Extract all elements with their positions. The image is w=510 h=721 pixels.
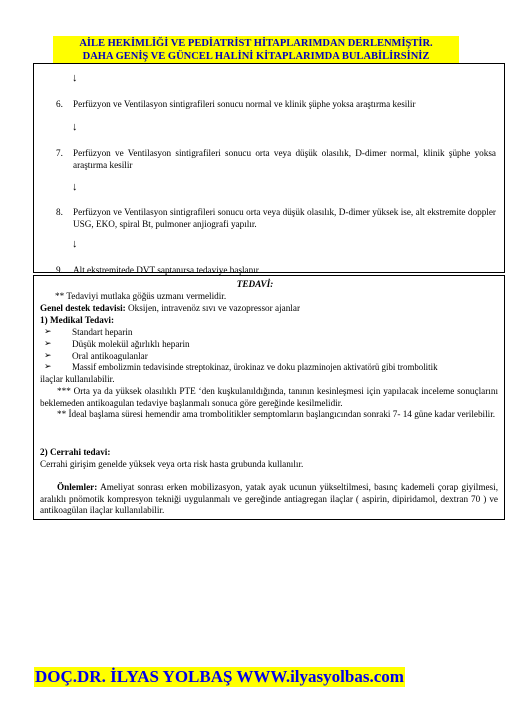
- down-arrow-icon: ↓: [72, 121, 78, 133]
- anticoagulant-note: *** Orta ya da yüksek olasılıklı PTE ‘den kuşkulanıldığında, tanının kesinleşmesi için yapılacak inceleme sonuçlarını beklemeden antikoagulan tedaviye başlanmalı sonuca göre gereğinde kesilmelidir.: [40, 386, 498, 408]
- treatment-title: TEDAVİ:: [236, 279, 274, 289]
- general-support-label: Genel destek tedavisi:: [40, 303, 126, 313]
- header-line-2: DAHA GENİŞ VE GÜNCEL HALİNİ KİTAPLARIMDA BULABİLİRSİNİZ: [82, 51, 430, 62]
- step-number: 8.: [56, 207, 63, 217]
- step-number: 9.: [56, 265, 63, 275]
- down-arrow-icon: ↓: [72, 72, 78, 84]
- prevention-paragraph: [40, 482, 498, 517]
- header-line-1: AİLE HEKİMLİĞİ VE PEDİATRİST HİTAPLARIMDAN DERLENMİŞTİR.: [79, 38, 433, 49]
- bullet-arrow-icon: ➢: [44, 361, 52, 371]
- step-6: [56, 98, 496, 110]
- step-8: [56, 206, 496, 230]
- step-text: Perfüzyon ve Ventilasyon sintigrafileri sonucu orta veya düşük olasılık, D-dimer yüksek ise, alt ekstremite doppler USG, EKO, spiral Bt, pulmoner anjiografi yapılır.: [73, 207, 496, 229]
- prevention-text: Ameliyat sonrası erken mobilizasyon, yatak ayak ucunun yükseltilmesi, basınç kademeli çorap giyilmesi, aralıklı pnömotik kompresyon tekniği uygulanmalı ve gereğinde antiagregan ilaçlar ( aspirin, dipiridamol, dextran 70 ) ve antikoagülan ilaçlar kullanılabilir.: [40, 482, 498, 515]
- bullet-arrow-icon: ➢: [44, 326, 52, 336]
- bullet-arrow-icon: ➢: [44, 338, 52, 348]
- general-support-line: [40, 303, 300, 315]
- medical-item: Standart heparin: [72, 327, 133, 337]
- step-number: 7.: [56, 148, 63, 158]
- author-footer: DOÇ.DR. İLYAS YOLBAŞ WWW.ilyasyolbas.com: [35, 667, 404, 686]
- prevention-label: Önlemler:: [57, 482, 98, 492]
- step-text: Perfüzyon ve Ventilasyon sintigrafileri sonucu normal ve klinik şüphe yoksa araştırma kesilir: [73, 99, 416, 109]
- medical-item-continuation: ilaçlar kullanılabilir.: [40, 374, 115, 384]
- down-arrow-icon: ↓: [72, 181, 78, 193]
- medical-item: Oral antikoagulanlar: [72, 351, 148, 361]
- medical-treatment-title: 1) Medikal Tedavi:: [40, 315, 115, 325]
- step-text: Alt ekstremitede DVT saptanırsa tedaviye başlanır: [73, 265, 259, 275]
- surgical-treatment-title: 2) Cerrahi tedavi:: [40, 447, 111, 457]
- down-arrow-icon: ↓: [72, 238, 78, 250]
- step-number: 6.: [56, 99, 63, 109]
- specialist-note: ** Tedaviyi mutlaka göğüs uzmanı vermelidir.: [55, 291, 227, 301]
- bullet-arrow-icon: ➢: [44, 350, 52, 360]
- step-text: Perfüzyon ve Ventilasyon sintigrafileri sonucu orta veya düşük olasılık, D-dimer normal, klinik şüphe yoksa araştırma kesilir: [73, 148, 496, 170]
- header-banner: [53, 36, 459, 64]
- surgical-treatment-text: Cerrahi girişim genelde yüksek veya orta risk hasta grubunda kullanılır.: [40, 459, 304, 469]
- step-7: [56, 147, 496, 171]
- medical-item: Düşük molekül ağırlıklı heparin: [72, 339, 190, 349]
- medical-item: Massif embolizmin tedavisinde streptokinaz, ürokinaz ve doku plazminojen aktivatörü gibi trombolitik: [72, 362, 438, 372]
- general-support-text: Oksijen, intravenöz sıvı ve vazopressor ajanlar: [125, 303, 300, 313]
- thrombolytic-timing-note: ** İdeal başlama süresi hemendir ama trombolitikler semptomların başlangıcından sonraki 7- 14 güne kadar verilebilir.: [57, 409, 496, 419]
